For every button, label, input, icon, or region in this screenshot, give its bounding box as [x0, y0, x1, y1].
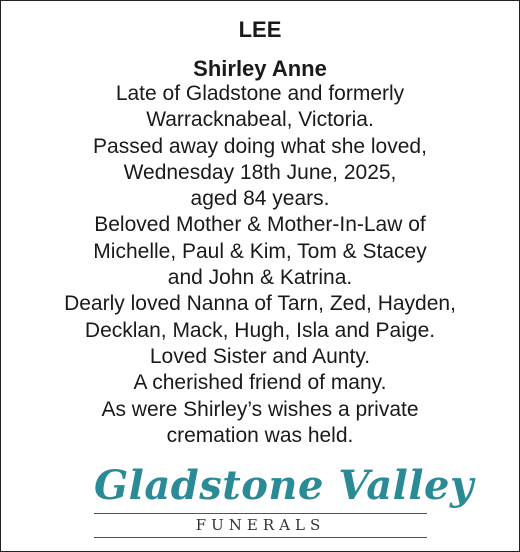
- logo-subtitle: FUNERALS: [195, 516, 326, 534]
- surname-heading: LEE: [238, 17, 282, 42]
- notice-line: and John & Katrina.: [167, 266, 353, 290]
- given-names-heading: Shirley Anne: [193, 56, 327, 81]
- notice-line: A cherished friend of many.: [133, 371, 387, 395]
- notice-line: Decklan, Mack, Hugh, Isla and Paige.: [84, 318, 436, 342]
- notice-line: aged 84 years.: [190, 187, 330, 211]
- notice-line: Loved Sister and Aunty.: [149, 344, 371, 368]
- logo-divider: [94, 513, 427, 514]
- notice-line: Late of Gladstone and formerly: [115, 82, 405, 105]
- logo-wordmark: Gladstone Valley: [94, 462, 474, 509]
- notice-line: As were Shirley’s wishes a private: [101, 397, 419, 421]
- notice-line: Dearly loved Nanna of Tarn, Zed, Hayden,: [64, 292, 456, 316]
- notice-line: Passed away doing what she loved,: [93, 134, 427, 158]
- logo-divider-bottom: [94, 537, 427, 538]
- funeral-home-logo: [94, 462, 474, 539]
- notice-line: cremation was held.: [166, 423, 354, 447]
- notice-line: Wednesday 18th June, 2025,: [123, 160, 397, 184]
- notice-body: [1, 81, 519, 449]
- notice-line: Warracknabeal, Victoria.: [146, 108, 374, 132]
- notice-line: Michelle, Paul & Kim, Tom & Stacey: [93, 239, 427, 263]
- notice-line: Beloved Mother & Mother-In-Law of: [94, 213, 426, 237]
